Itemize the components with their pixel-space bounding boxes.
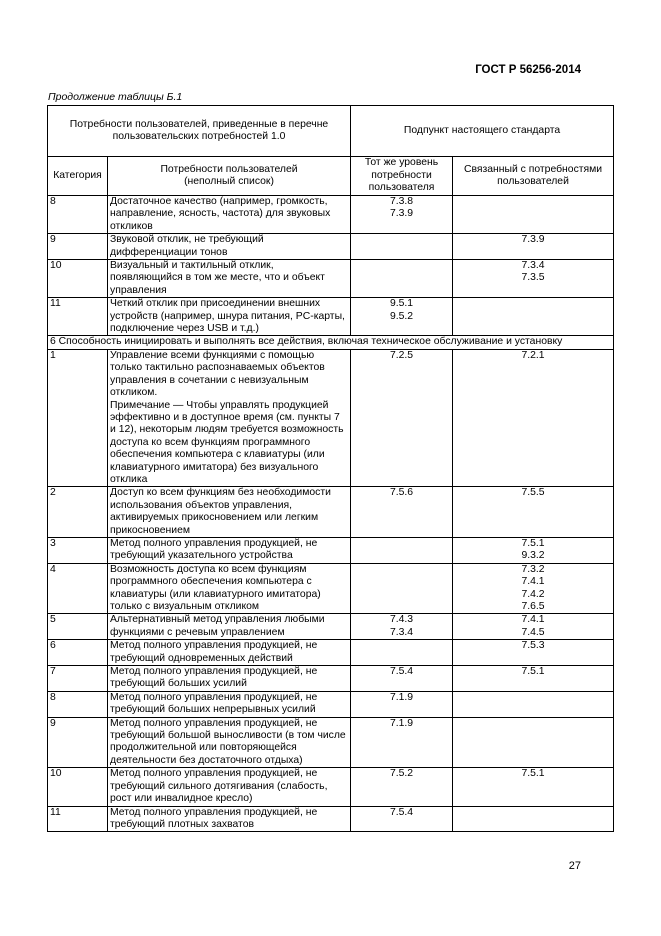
needs-cell: Метод полного управления продукцией, не требующий плотных захватов	[108, 806, 351, 832]
table-row	[48, 768, 614, 806]
same-level-cell: 7.3.8 7.3.9	[351, 196, 453, 234]
same-level-cell	[351, 260, 453, 298]
table-continuation-caption: Продолжение таблицы Б.1	[48, 91, 183, 103]
related-cell: 7.5.5	[453, 487, 614, 538]
same-level-cell: 7.1.9	[351, 717, 453, 768]
table-row	[48, 487, 614, 538]
col-same-level-header: Тот же уровень потребности пользователя	[351, 157, 453, 196]
section-title: 6 Способность инициировать и выполнять все действия, включая техническое обслуживание и установку	[48, 336, 614, 349]
related-cell: 7.5.3	[453, 640, 614, 666]
table-row	[48, 717, 614, 768]
table-row	[48, 537, 614, 563]
needs-cell: Звуковой отклик, не требующий дифференциации тонов	[108, 234, 351, 260]
category-cell: 5	[48, 614, 108, 640]
table-row	[48, 614, 614, 640]
same-level-cell: 7.5.4	[351, 666, 453, 692]
category-cell: 1	[48, 349, 108, 486]
related-cell: 7.5.1	[453, 666, 614, 692]
needs-cell: Четкий отклик при присоединении внешних устройств (например, шнура питания, PC-карты, подключение через USB и т.д.)	[108, 298, 351, 336]
table-row	[48, 298, 614, 336]
related-cell	[453, 717, 614, 768]
category-cell: 9	[48, 717, 108, 768]
table-row	[48, 691, 614, 717]
same-level-cell: 7.4.3 7.3.4	[351, 614, 453, 640]
related-cell: 7.3.2 7.4.1 7.4.2 7.6.5	[453, 563, 614, 614]
table-row	[48, 666, 614, 692]
section-row	[48, 336, 614, 349]
same-level-cell	[351, 563, 453, 614]
needs-cell: Альтернативный метод управления любыми функциями с речевым управлением	[108, 614, 351, 640]
same-level-cell	[351, 537, 453, 563]
same-level-cell: 7.5.6	[351, 487, 453, 538]
requirements-table	[47, 105, 614, 832]
same-level-cell	[351, 234, 453, 260]
needs-cell: Визуальный и тактильный отклик, появляющийся в том же месте, что и объект управления	[108, 260, 351, 298]
table-row	[48, 349, 614, 486]
related-cell	[453, 691, 614, 717]
related-cell: 7.3.4 7.3.5	[453, 260, 614, 298]
table-row	[48, 234, 614, 260]
category-cell: 8	[48, 196, 108, 234]
same-level-cell: 7.1.9	[351, 691, 453, 717]
related-cell	[453, 196, 614, 234]
needs-cell: Доступ ко всем функциям без необходимости использования объектов управления, активируемых прикосновением или легким прикосновением	[108, 487, 351, 538]
category-cell: 2	[48, 487, 108, 538]
needs-cell: Управление всеми функциями с помощью только тактильно распознаваемых объектов управления в сочетании с невизуальным откликом. Примечание — Чтобы управлять продукцией эффективно и в доступное время (см. пункты 7 и 12), некоторым людям требуется возможность доступа ко всем функциям программного обеспечения компьютера с клавиатуры (или клавиатурного имитатора) без визуального отклика	[108, 349, 351, 486]
head-user-needs: Потребности пользователей, приведенные в перечне пользовательских потребностей 1.0	[48, 106, 351, 157]
table-row	[48, 640, 614, 666]
related-cell: 7.5.1 9.3.2	[453, 537, 614, 563]
table-row	[48, 563, 614, 614]
category-cell: 3	[48, 537, 108, 563]
same-level-cell: 7.5.4	[351, 806, 453, 832]
category-cell: 9	[48, 234, 108, 260]
related-cell	[453, 806, 614, 832]
category-cell: 11	[48, 298, 108, 336]
related-cell: 7.5.1	[453, 768, 614, 806]
related-cell: 7.3.9	[453, 234, 614, 260]
related-cell: 7.4.1 7.4.5	[453, 614, 614, 640]
category-cell: 7	[48, 666, 108, 692]
needs-cell: Метод полного управления продукцией, не требующий больших непрерывных усилий	[108, 691, 351, 717]
related-cell	[453, 298, 614, 336]
category-cell: 11	[48, 806, 108, 832]
table-head-row	[48, 106, 614, 157]
category-cell: 6	[48, 640, 108, 666]
category-cell: 10	[48, 260, 108, 298]
same-level-cell: 7.2.5	[351, 349, 453, 486]
needs-cell: Достаточное качество (например, громкость, направление, ясность, частота) для звуковых откликов	[108, 196, 351, 234]
head-standard-subclause: Подпункт настоящего стандарта	[351, 106, 614, 157]
needs-cell: Метод полного управления продукцией, не требующий одновременных действий	[108, 640, 351, 666]
standard-number: ГОСТ Р 56256-2014	[475, 64, 581, 76]
col-needs-header: Потребности пользователей (неполный список)	[108, 157, 351, 196]
category-cell: 4	[48, 563, 108, 614]
needs-cell: Метод полного управления продукцией, не требующий сильного дотягивания (слабость, рост или инвалидное кресло)	[108, 768, 351, 806]
same-level-cell	[351, 640, 453, 666]
table-row	[48, 196, 614, 234]
category-cell: 8	[48, 691, 108, 717]
col-category-header: Категория	[48, 157, 108, 196]
table-subhead-row	[48, 157, 614, 196]
table-row	[48, 806, 614, 832]
needs-cell: Возможность доступа ко всем функциям программного обеспечения компьютера с клавиатуры (или клавиатурного имитатора) только с визуальным откликом	[108, 563, 351, 614]
same-level-cell: 7.5.2	[351, 768, 453, 806]
table-row	[48, 260, 614, 298]
needs-cell: Метод полного управления продукцией, не требующий больших усилий	[108, 666, 351, 692]
related-cell: 7.2.1	[453, 349, 614, 486]
needs-cell: Метод полного управления продукцией, не требующий большой выносливости (в том числе продолжительной или повторяющейся деятельности без достаточного отдыха)	[108, 717, 351, 768]
needs-cell: Метод полного управления продукцией, не требующий указательного устройства	[108, 537, 351, 563]
col-related-header: Связанный с потребностями пользователей	[453, 157, 614, 196]
same-level-cell: 9.5.1 9.5.2	[351, 298, 453, 336]
category-cell: 10	[48, 768, 108, 806]
page-number: 27	[568, 860, 581, 872]
